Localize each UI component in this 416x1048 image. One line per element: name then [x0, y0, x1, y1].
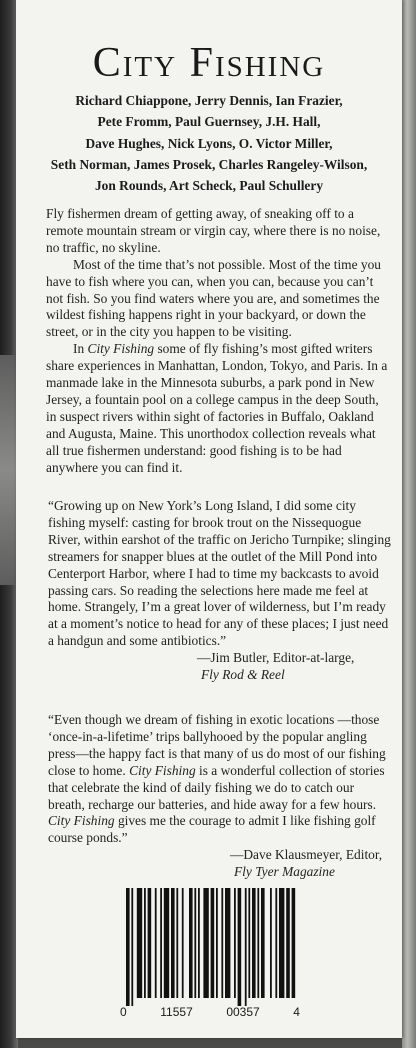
- description-paragraph: Most of the time that’s not possible. Most of the time you have to fish where you can, when you can, because you can’t not fish. So you find waters where you are, and sometimes the wildest fishing happens right in your backyard, or down the street, or in the city you happen to be visiting.: [46, 256, 381, 340]
- book-title-inline: City Fishing: [87, 341, 155, 357]
- upc-barcode: [122, 888, 298, 1008]
- barcode-bar: [148, 888, 152, 998]
- barcode-bar: [126, 888, 130, 1006]
- barcode-bar: [286, 888, 290, 998]
- description-paragraph: Fly fishermen dream of getting away, of sneaking off to a remote mountain stream or virgin cay, where there is no noise, no traffic, no skyline.: [46, 206, 381, 255]
- attribution-name: —Dave Klausmeyer, Editor,: [230, 847, 383, 863]
- book-description: [46, 206, 392, 477]
- author-line: Jon Rounds, Art Scheck, Paul Schullery: [94, 178, 324, 194]
- text-run: In: [73, 341, 88, 357]
- barcode-bar: [164, 888, 169, 998]
- barcode-bar: [257, 888, 259, 998]
- barcode-number: [120, 1005, 300, 1019]
- barcode-bar: [270, 888, 272, 998]
- barcode-bar: [137, 888, 142, 998]
- book-title-inline: City Fishing: [48, 813, 115, 829]
- barcode-bars: [122, 888, 298, 1006]
- author-list: [36, 90, 382, 196]
- barcode-bar: [245, 888, 247, 1006]
- barcode-bar: [248, 888, 250, 998]
- endorsement-quote: [48, 498, 394, 684]
- barcode-bar: [194, 888, 196, 998]
- barcode-bar: [221, 888, 223, 998]
- attribution-name: —Jim Butler, Editor-at-large,: [197, 650, 355, 666]
- barcode-bar: [198, 888, 200, 998]
- endorsement-quote: [48, 712, 394, 881]
- book-title: City Fishing: [92, 40, 326, 86]
- barcode-bar: [171, 888, 175, 998]
- text-run: some of fly fishing’s most gifted writers share experiences in Manhattan, London, Tokyo, and Paris. In a manmade lake in the Minnesota suburbs, a park pond in New Jersey, a fountain pool on a college campus in the deep South, in suspect rivers within sight of factories in Buffalo, Oakland and Augusta, Maine. This unorthodox collection reveals what all true fishermen understand: good fishing is to be had anywhere you can find it.: [46, 341, 388, 475]
- barcode-bar: [176, 888, 178, 998]
- barcode-digit: 0: [120, 1005, 127, 1019]
- barcode-bar: [189, 888, 193, 998]
- barcode-digit: 4: [293, 1005, 300, 1019]
- right-edge-background: [402, 0, 416, 1048]
- barcode-digit: 00357: [226, 1005, 260, 1019]
- barcode-bar: [275, 888, 277, 998]
- author-line: Seth Norman, James Prosek, Charles Rangeley-Wilson,: [50, 156, 368, 172]
- quote-attribution: [48, 847, 394, 881]
- author-line: Dave Hughes, Nick Lyons, O. Victor Miller,: [85, 135, 333, 151]
- barcode-bar: [182, 888, 184, 998]
- barcode-digit: 11557: [160, 1005, 193, 1019]
- quote-attribution: [48, 650, 394, 684]
- barcode-bar: [234, 888, 236, 998]
- author-line: Pete Fromm, Paul Guernsey, J.H. Hall,: [97, 114, 321, 130]
- barcode-bar: [131, 888, 133, 1006]
- barcode-bar: [211, 888, 215, 998]
- barcode-bar: [155, 888, 157, 998]
- barcode-bar: [225, 888, 230, 998]
- barcode-bar: [160, 888, 162, 998]
- barcode-bar: [292, 888, 296, 998]
- text-run: “Even though we dream of fishing in exotic locations —those ‘once-in-a-lifetime’ trips ballyhooed by the popular angling press—the happy fact is that many of us do most of our fishing close to home.: [48, 712, 386, 778]
- barcode-bar: [238, 888, 242, 1006]
- barcode-bar: [144, 888, 146, 998]
- attribution-publication: Fly Rod & Reel: [201, 667, 285, 683]
- barcode-bar: [216, 888, 218, 998]
- barcode-bar: [279, 888, 284, 998]
- barcode-bar: [203, 888, 208, 998]
- text-run: is a wonderful collection of stories that celebrate the kind of daily fishing we do to catch our breath, recharge our batteries, and hide away for a few hours.: [48, 762, 385, 812]
- back-cover: [16, 0, 402, 1038]
- quote-text: “Growing up on New York’s Long Island, I did some city fishing myself: casting for brook trout on the Nissequogue River, within earshot of the traffic on Jericho Turnpike; slinging streamers for snapper blues at the outlet of the Mill Pond into Centerport Harbor, where I had to time my backcasts to avoid passing cars. So reading the selections here made me feel at home. Strangely, I’m a great lover of wilderness, but I’m ready at a moment’s notice to head for any of these places; I just need a handgun and some antibiotics.”: [48, 498, 391, 649]
- author-line: Richard Chiappone, Jerry Dennis, Ian Frazier,: [75, 93, 343, 108]
- description-paragraph: [46, 341, 392, 476]
- attribution-publication: Fly Tyer Magazine: [234, 864, 335, 880]
- text-run: gives me the courage to admit I like fishing golf course ponds.”: [48, 813, 376, 846]
- barcode-bar: [261, 888, 265, 998]
- book-title-inline: City Fishing: [129, 762, 196, 778]
- quote-text: [48, 712, 394, 847]
- barcode-bar: [252, 888, 256, 998]
